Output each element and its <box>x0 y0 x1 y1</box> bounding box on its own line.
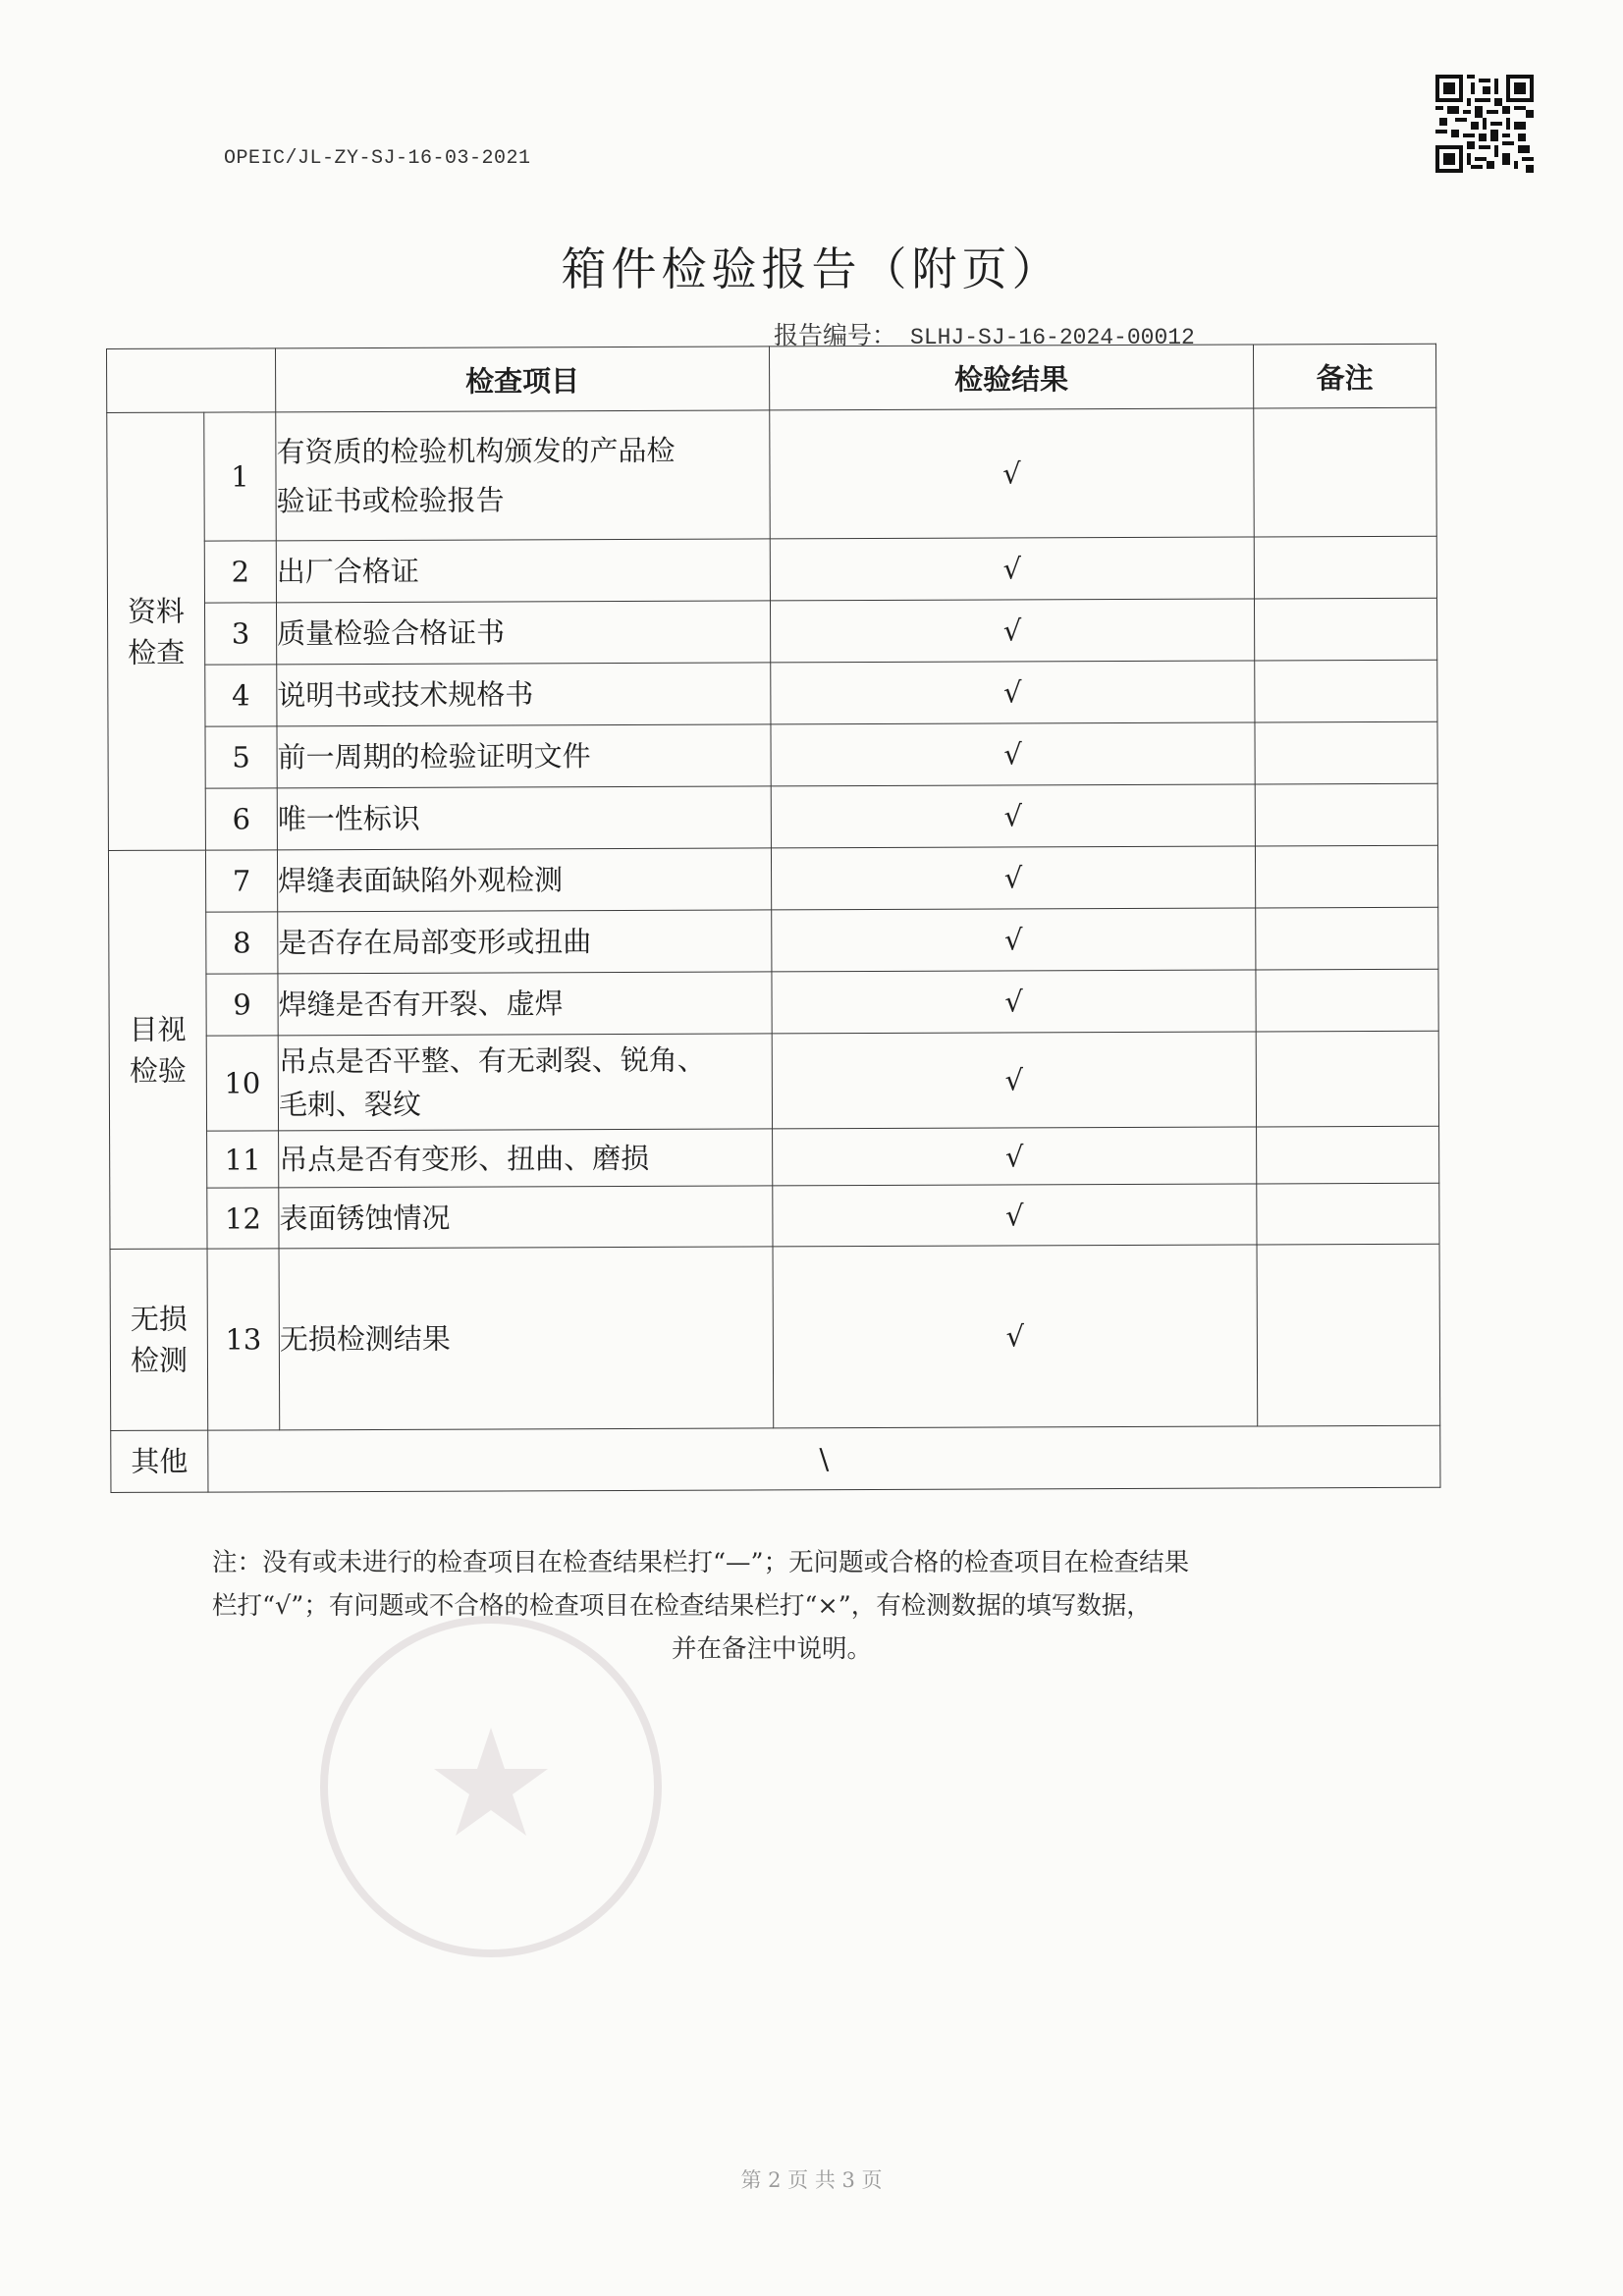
page-number: 第 2 页 共 3 页 <box>740 2168 883 2192</box>
row-item: 前一周期的检验证明文件 <box>277 724 771 788</box>
row-result: √ <box>771 846 1255 910</box>
row-item: 有资质的检验机构颁发的产品检 验证书或检验报告 <box>276 410 770 541</box>
row-item: 是否存在局部变形或扭曲 <box>278 910 772 974</box>
row-number: 13 <box>207 1249 280 1430</box>
category-visual-inspection: 目视 检验 <box>108 850 207 1249</box>
inspection-table <box>106 344 1440 1493</box>
row-item: 焊缝是否有开裂、虚焊 <box>278 972 772 1036</box>
row-result: √ <box>773 1184 1257 1247</box>
row-number: 4 <box>205 665 277 726</box>
row-number: 8 <box>206 912 278 974</box>
row-number: 6 <box>205 788 277 850</box>
row-number: 9 <box>206 974 278 1036</box>
table-row <box>110 1126 1439 1188</box>
notes-line-1: 注：没有或未进行的检查项目在检查结果栏打“—”；无问题或合格的检查项目在检查结果 <box>212 1548 1190 1577</box>
row-item: 表面锈蚀情况 <box>279 1186 773 1249</box>
row-remark <box>1255 660 1437 722</box>
row-remark <box>1256 969 1438 1032</box>
row-item: 说明书或技术规格书 <box>277 663 771 726</box>
category-other: 其他 <box>111 1430 208 1492</box>
row-result: √ <box>770 599 1254 663</box>
row-remark <box>1255 721 1437 784</box>
table-row <box>109 907 1438 974</box>
row-result: √ <box>773 1127 1257 1186</box>
table-row <box>107 407 1436 541</box>
row-result: √ <box>771 784 1255 848</box>
row-remark <box>1255 783 1437 846</box>
document-code: OPEIC/JL-ZY-SJ-16-03-2021 <box>224 147 531 170</box>
table-row <box>109 1031 1438 1131</box>
report-title: 箱件检验报告（附页） <box>561 242 1062 295</box>
row-number: 2 <box>204 541 276 603</box>
row-number: 12 <box>207 1188 279 1249</box>
header-item: 检查项目 <box>276 347 770 412</box>
table-row <box>107 536 1436 603</box>
table-row <box>108 783 1437 850</box>
notes-line-3: 并在备注中说明。 <box>671 1634 872 1664</box>
table-row <box>109 969 1438 1036</box>
qr-code-icon <box>1435 75 1534 173</box>
row-result: √ <box>772 1032 1256 1129</box>
row-item: 焊缝表面缺陷外观检测 <box>277 848 771 912</box>
notes-line-2: 栏打“√”；有问题或不合格的检查项目在检查结果栏打“×”，有检测数据的填写数据， <box>212 1591 1152 1621</box>
row-result: √ <box>772 908 1256 972</box>
row-result: √ <box>770 408 1254 539</box>
row-result: √ <box>773 1245 1258 1428</box>
table-header-row <box>107 344 1436 412</box>
category-ndt: 无损 检测 <box>110 1249 208 1430</box>
row-remark <box>1256 1031 1438 1127</box>
other-value: \ <box>208 1425 1440 1492</box>
row-item: 出厂合格证 <box>276 539 770 603</box>
category-document-check: 资料 检查 <box>107 412 206 850</box>
header-result: 检验结果 <box>769 345 1253 410</box>
row-number: 1 <box>204 412 277 541</box>
table-row <box>107 598 1436 665</box>
row-number: 7 <box>205 850 277 912</box>
header-remark: 备注 <box>1253 344 1435 408</box>
row-item: 吊点是否有变形、扭曲、磨损 <box>279 1129 773 1188</box>
row-item: 质量检验合格证书 <box>276 601 770 665</box>
row-number: 5 <box>205 726 277 788</box>
table-row <box>110 1244 1440 1430</box>
row-remark <box>1257 1126 1439 1184</box>
table-row-other <box>111 1425 1440 1492</box>
row-result: √ <box>771 661 1255 724</box>
notes <box>212 1541 1331 1671</box>
row-item: 吊点是否平整、有无剥裂、锐角、 毛刺、裂纹 <box>278 1034 772 1131</box>
row-remark <box>1254 407 1437 537</box>
row-result: √ <box>770 537 1254 601</box>
row-number: 3 <box>204 603 276 665</box>
row-remark <box>1256 907 1438 970</box>
table-row <box>110 1183 1439 1249</box>
row-number: 11 <box>207 1131 279 1188</box>
row-item: 无损检测结果 <box>279 1247 774 1430</box>
table-row <box>108 660 1437 726</box>
table-row <box>108 721 1437 788</box>
row-remark <box>1254 536 1436 599</box>
row-remark <box>1255 845 1437 908</box>
row-remark <box>1257 1244 1440 1426</box>
row-result: √ <box>771 722 1255 786</box>
row-remark <box>1254 598 1436 661</box>
row-number: 10 <box>206 1036 278 1131</box>
row-item: 唯一性标识 <box>277 786 771 850</box>
report-number-label: 报告编号： <box>774 321 897 349</box>
header-blank-cell <box>107 348 276 413</box>
row-remark <box>1257 1183 1439 1245</box>
row-result: √ <box>772 970 1256 1034</box>
report-number-value: SLHJ-SJ-16-2024-00012 <box>910 325 1195 350</box>
table-row <box>108 845 1437 912</box>
